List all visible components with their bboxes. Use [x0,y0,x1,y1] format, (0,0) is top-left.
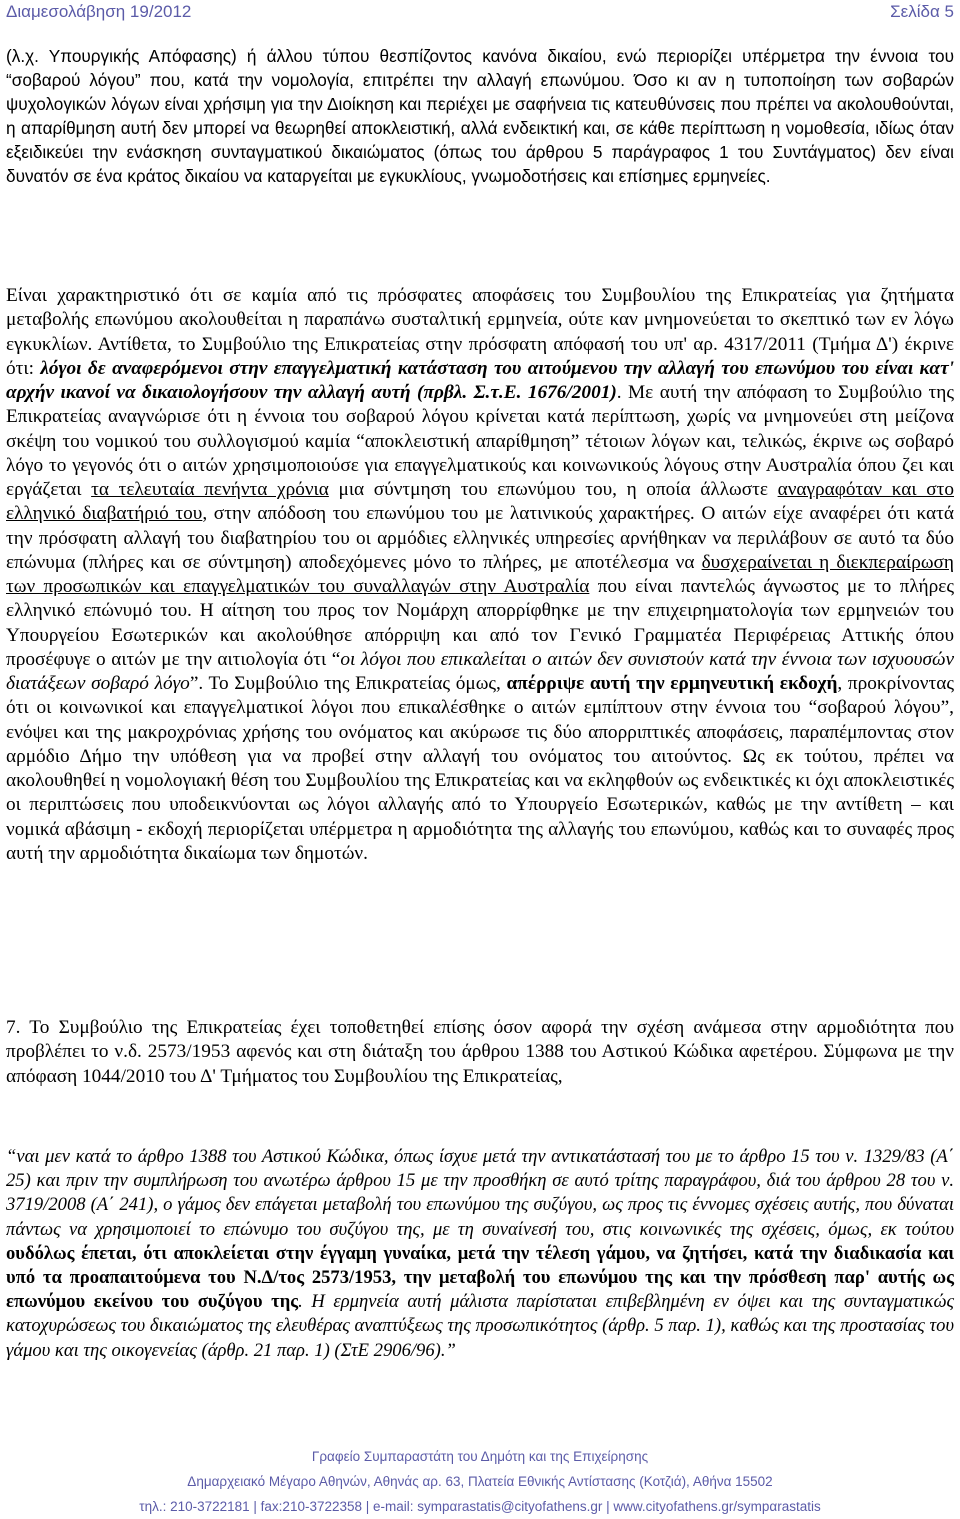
body-text-s2: Είναι χαρακτηριστικό ότι σε καμία από τις πρόσφατες αποφάσεις του Συμβουλίου της Επικρατείας για ζητήματα μεταβολής επωνύμου ακολουθείται η παραπάνω συσταλτική ερμηνεία, ούτε καν μνημονεύεται το σκεπτικό των εν λόγω εγκυκλίων. [6,285,954,355]
body-text-s4c: που είναι παντελώς άγνωστος με το πλήρες ελληνικό επώνυμό του. [6,576,954,622]
body-text-s1: (λ.χ. Υπουργικής Απόφασης) ή άλλου τύπου θεσπίζοντος κανόνα δικαίου, ενώ περιορίζει υπέρμετρα την έννοια του “σοβαρού λόγου” που, κατά την νομολογία, επιτρέπει την αλλαγή επωνύμου. Όσο κι αν η τυποποίηση των σοβαρών ψυχολογικών λόγων είναι χρήσιμη για την Διοίκηση και περιέχει με σαφήνεια τις κατευθύνσεις που πρέπει να ακολουθούνται, η απαρίθμηση αυτή δεν μπορεί να θεωρηθεί αποκλειστική, αλλά ενδεικτική και, σε κάθε περίπτωση η νομοθεσία, ιδίως όταν εξειδικεύει την ενάσκηση συνταγματικού δικαιώματος (όπως του άρθρου 5 παράγραφος 1 του Συντάγματος) δεν είναι δυνατόν σε ένα κράτος δικαίου να καταργείται με εγκυκλίους, γνωμοδοτήσεις και επίσημες ερμηνείες. [6,46,954,186]
bold-phrase: απέρριψε αυτή την ερμηνευτική εκδοχή [506,673,838,694]
quote-part-3: . Η ερμηνεία αυτή μάλιστα παρίσταται επιβεβλημένη εν όψει και της συνταγματικώς κατοχυρώσεως του δικαιώματος της ελευθέρας αναπτύξεως της προσωπικότητος (άρθρ. 5 παρ. 1), καθώς και της προστασίας του γάμου και της οικογενείας (άρθρ. 21 παρ. 1) (ΣτΕ 2906/96).” [6,1291,954,1361]
header-document-ref: Διαμεσολάβηση 19/2012 [6,2,192,21]
body-text-s5c: ”. Το Συμβούλιο της Επικρατείας όμως, [189,673,507,694]
underlined-phrase: αναγραφόταν και στο ελληνικό διαβατήριό του [6,479,954,525]
body-paragraph-sans [6,44,954,188]
italic-quote: οι λόγοι που επικαλείται ο αιτών δεν συνιστούν κατά την έννοια των ισχυουσών διατάξεων σοβαρό λόγο [6,648,955,694]
header-page-number: Σελίδα 5 [890,2,954,21]
quote-bold-part: ουδόλως έπεται, ότι αποκλείεται στην έγγαμη γυναίκα, μετά την τέλεση γάμου, να ζητήσει, κατά την διαδικασία και υπό τα προαπαιτούμενα του Ν.Δ/τος 2573/1953, την μεταβολή του επωνύμου της και την πρόσθεση παρ' αυτής ως επωνύμου εκείνου του συζύγου της [6,1242,954,1313]
body-text-s3c: . Με αυτή την απόφαση το Συμβούλιο της Επικρατείας αναγνώρισε ότι η έννοια του σοβαρού λόγου κρίνεται κατά περίπτωση, χωρίς να μνημονεύει στη μείζονα σκέψη του νομικού του συλλογισμού καμία “αποκλειστική απαρίθμηση” τέτοιων λόγων και, τελικώς, έκρινε ως σοβαρό λόγο το γεγονός ότι ο αιτών χρησιμοποιούσε για επαγγελματικούς και κοινωνικούς λόγους στην Αυστραλία όπου ζει και εργάζεται [6,382,955,500]
body-text-s4a: Ο αιτών είχε αναφέρει ότι κατά την πρόσφατη αλλαγή του διαβατηρίου του οι αρμόδιες ελληνικές υπηρεσίες αρνήθηκαν να περιλάβουν σε αυτό τα δύο επώνυμα (πλήρες και σε σύντμηση) αποδεχόμενες μόνο το πλήρες, με αποτέλεσμα να [6,503,954,573]
underlined-phrase: δυσχεραίνεται η διεκπεραίρωση των προσωπικών και επαγγελματικών του συναλλαγών στην Αυστραλία [6,551,954,597]
page-footer [0,1444,960,1519]
body-text-s3g: , στην απόδοση του επωνύμου του με λατινικούς χαρακτήρες. [202,503,695,525]
ruling-quote [6,1145,954,1363]
body-paragraph-serif [6,284,954,866]
underlined-phrase: τα τελευταία πενήντα χρόνια [91,479,329,500]
footer-address: Δημαρχειακό Μέγαρο Αθηνών, Αθηνάς αρ. 63, Πλατεία Εθνικής Αντίστασης (Κοτζιά), Αθήνα 15502 [187,1474,773,1489]
paragraph-7-text: 7. Το Συμβούλιο της Επικρατείας έχει τοποθετηθεί επίσης όσον αφορά την σχέση ανάμεσα στην αρμοδιότητα που προβλέπει το ν.δ. 2573/1953 αφενός και στη διάταξη του άρθρου 1388 του Αστικού Κώδικα αφετέρου. Σύμφωνα με την απόφαση 1044/2010 του Δ' Τμήματος του Συμβουλίου της Επικρατείας, [6,1017,954,1087]
footer-contact: τηλ.: 210-3722181 | fax:210-3722358 | e-mail: sympαrastatis@cityofathens.gr | www.cityofathens.gr/sympαrastatis [139,1499,821,1514]
quote-part-1: “ναι μεν κατά το άρθρο 1388 του Αστικού Κώδικα, όπως ίσχυε μετά την αντικατάστασή του με το άρθρο 15 του ν. 1329/83 (Α΄ 25) και πριν την συμπλήρωση του ανωτέρω άρθρου 15 με την προσθήκη σε αυτό τρίτης παραγράφου, διά του άρθρου 28 του ν. 3719/2008 (Α΄ 241), ο γάμος δεν επάγεται μεταβολή του επωνύμου της συζύγου, ως προς τις έννομες σχέσεις αυτής, που δύναται πάντως να χρησιμοποιεί το επώνυμο του συζύγου της, με τη συναίνεσή του, στις κοινωνικές της σχέσεις, όμως, εκ τούτου [6,1146,954,1240]
body-text-s3a: Αντίθετα, το Συμβούλιο της Επικρατείας στην πρόσφατη απόφασή του υπ' αρ. 4317/2011 (Τμήμα Δ') έκρινε ότι: [6,333,954,379]
body-text-s5a: Η αίτηση του προς τον Νομάρχη απορρίφθηκε με την επιχειρηματολογία των ερμηνειών του Υπουργείου Εσωτερικών και ακολούθησε απόρριψη και από τον Γενικό Γραμματέα Περιφέρειας Αττικής όπου προσέφυγε ο αιτών με την αιτιολογία ότι “ [6,600,955,670]
body-text-s5e: , προκρίνοντας ότι οι κοινωνικοί και επαγγελματικοί λόγοι που επικαλέσθηκε ο αιτών εμπίπτουν στην έννοια του “σοβαρού λόγου”, ενόψει και της μακροχρόνιας χρήσης του ονόματος και ακύρωσε τις δύο απορριπτικές αποφάσεις, παραπέμποντας στον αρμόδιο Δήμο την υπόθεση για να προβεί στην αλλαγή του ονόματος του αιτούντος. Ως εκ τούτου, πρέπει να ακολουθηθεί η νομολογιακή θέση του Συμβουλίου της Επικρατείας και να εκληφθούν ως ενδεικτικές κι όχι αποκλειστικές οι περιπτώσεις που υποδεικνύονται ως λόγοι αλλαγής από το Υπουργείο Εσωτερικών, καθώς με την αντίθετη – και νομικά αβάσιμη - εκδοχή περιορίζεται υπέρμετρα η αρμοδιότητα της αλλαγής του επωνύμου, καθώς και το συναφές προς αυτή την αρμοδιότητα δικαίωμα των δημοτών. [6,673,954,864]
body-text-s3e: μια σύντμηση του επωνύμου του, η οποία άλλωστε [328,479,778,500]
footer-office-name: Γραφείο Συμπαραστάτη του Δημότη και της Επιχείρησης [311,1449,649,1464]
paragraph-7 [6,1016,954,1089]
page-header [6,2,954,26]
quoted-ruling: λόγοι δε αναφερόμενοι στην επαγγελματική κατάσταση του αιτούμενου την αλλαγή του επωνύμου του είναι κατ' αρχήν ικανοί να δικαιολογήσουν την αλλαγή αυτή (πρβλ. Σ.τ.Ε. 1676/2001) [6,357,954,403]
